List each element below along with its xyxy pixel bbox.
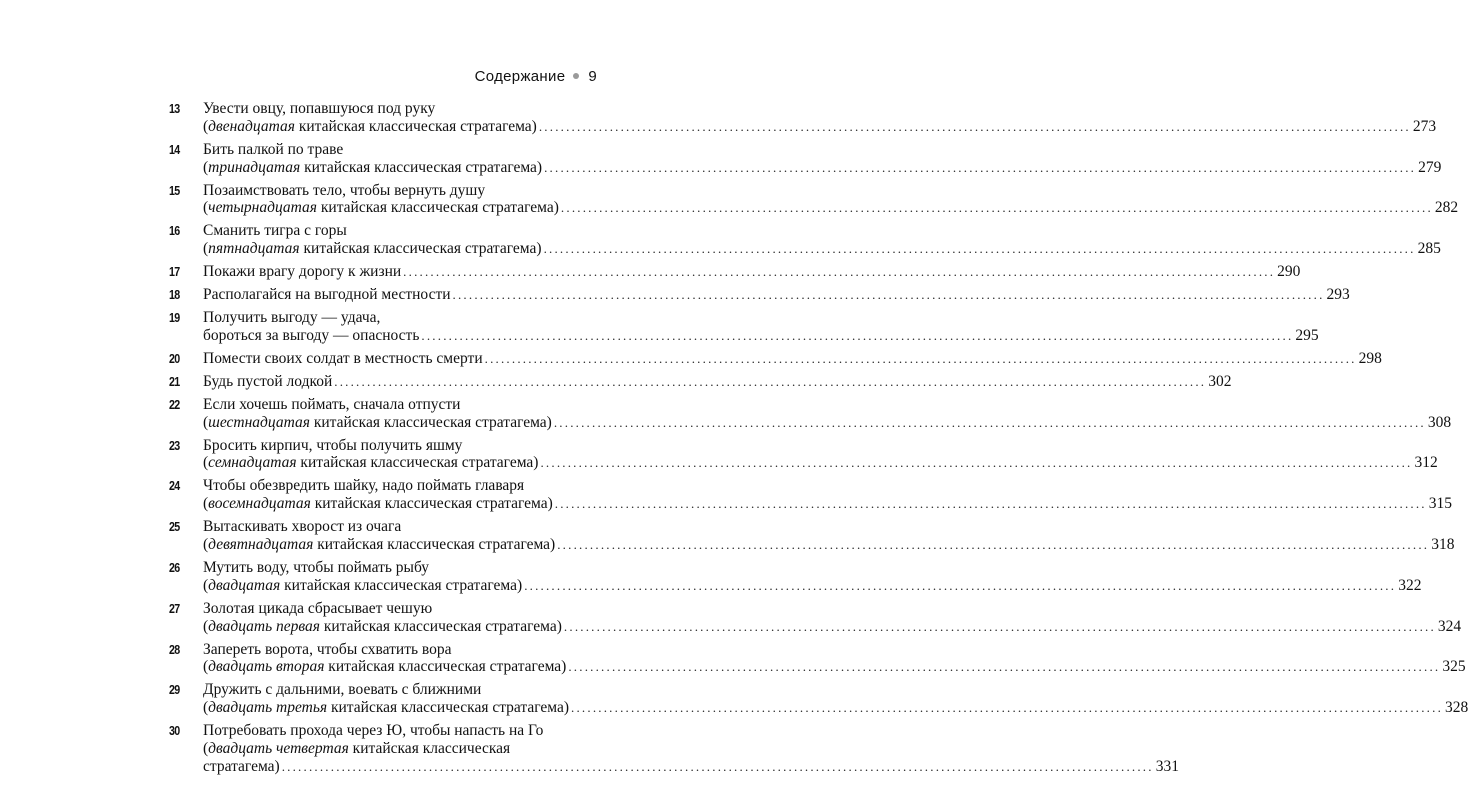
dot-leader: ................................................................................................................................................................ bbox=[571, 700, 1444, 716]
entry-line bbox=[203, 518, 599, 536]
chapter-number: 30 bbox=[169, 723, 180, 739]
stratagem-ordinal: двадцать первая bbox=[208, 617, 320, 635]
entry-line bbox=[203, 158, 1442, 177]
entry-page-number: 331 bbox=[1155, 757, 1179, 775]
stratagem-description: китайская классическая стратагема) bbox=[309, 413, 552, 431]
entry-line bbox=[203, 199, 1459, 217]
entry-line bbox=[203, 413, 1452, 432]
entry-body bbox=[203, 222, 1441, 258]
entry-title: (тринадцатая китайская классическая стратагема) bbox=[203, 158, 543, 176]
entry-body bbox=[203, 558, 1422, 595]
entry-title: Будь пустой лодкой bbox=[203, 372, 333, 390]
stratagem-description: китайская классическая стратагема) bbox=[313, 535, 556, 553]
chapter-number: 16 bbox=[169, 223, 180, 239]
entry-title: (двадцатая китайская классическая стратагема) bbox=[203, 576, 523, 594]
entry-line bbox=[203, 722, 599, 740]
entry-body bbox=[203, 140, 1442, 177]
stratagem-ordinal: двенадцатая bbox=[208, 117, 295, 135]
toc-entry[interactable] bbox=[169, 477, 1452, 513]
entry-title: Сманить тигра с горы bbox=[203, 222, 347, 240]
chapter-number: 26 bbox=[169, 559, 180, 575]
chapter-number: 15 bbox=[169, 182, 180, 198]
entry-body bbox=[203, 309, 1319, 345]
entry-page-number: 290 bbox=[1277, 263, 1301, 281]
stratagem-ordinal: четырнадцатая bbox=[208, 199, 317, 217]
entry-line bbox=[203, 559, 599, 577]
entry-body bbox=[203, 181, 1459, 218]
entry-body bbox=[203, 722, 1179, 775]
entry-line bbox=[203, 617, 1462, 636]
entry-line bbox=[203, 240, 1441, 258]
running-header bbox=[475, 66, 597, 86]
entry-title: (двадцать первая китайская классическая стратагема) bbox=[203, 617, 562, 635]
entry-title: Запереть ворота, чтобы схватить вора bbox=[203, 640, 452, 658]
dot-leader: ................................................................................................................................................................ bbox=[560, 200, 1433, 216]
entry-page-number: 322 bbox=[1398, 576, 1422, 594]
entry-body bbox=[203, 286, 1350, 304]
entry-page-number: 325 bbox=[1442, 658, 1466, 676]
entry-line bbox=[203, 454, 1438, 472]
entry-body bbox=[203, 436, 1438, 473]
entry-line bbox=[203, 641, 599, 659]
entry-page-number: 318 bbox=[1431, 535, 1455, 553]
dot-leader: ................................................................................................................................................................ bbox=[334, 373, 1207, 389]
entry-title: Бить палкой по траве bbox=[203, 140, 344, 158]
entry-title: бороться за выгоду — опасность bbox=[203, 326, 420, 344]
stratagem-description: китайская классическая стратагема) bbox=[310, 495, 553, 513]
toc-entry[interactable] bbox=[169, 286, 1350, 304]
entry-body bbox=[203, 349, 1382, 368]
entry-line bbox=[203, 396, 599, 414]
entry-body bbox=[203, 681, 1468, 717]
entry-title: Мутить воду, чтобы поймать рыбу bbox=[203, 558, 430, 576]
chapter-number: 24 bbox=[169, 478, 180, 494]
entry-title: Покажи врагу дорогу к жизни bbox=[203, 263, 402, 281]
dot-leader: ................................................................................................................................................................ bbox=[403, 264, 1276, 280]
dot-leader: ................................................................................................................................................................ bbox=[421, 327, 1294, 343]
stratagem-ordinal: пятнадцатая bbox=[208, 240, 300, 258]
entry-title: Дружить с дальними, воевать с ближними bbox=[203, 681, 482, 699]
stratagem-ordinal: тринадцатая bbox=[208, 158, 301, 176]
entry-title: (двадцать вторая китайская классическая стратагема) bbox=[203, 658, 567, 676]
dot-leader: ................................................................................................................................................................ bbox=[544, 159, 1417, 175]
chapter-number: 25 bbox=[169, 519, 180, 535]
entry-title: Позаимствовать тело, чтобы вернуть душу bbox=[203, 181, 486, 199]
entry-title: (шестнадцатая китайская классическая стратагема) bbox=[203, 413, 552, 431]
chapter-number: 13 bbox=[169, 101, 180, 116]
entry-body bbox=[203, 372, 1232, 391]
entry-line bbox=[203, 740, 599, 758]
toc-entry[interactable] bbox=[169, 436, 1438, 473]
entry-page-number: 312 bbox=[1414, 454, 1438, 472]
section-title: Содержание bbox=[474, 67, 566, 85]
chapter-number: 20 bbox=[169, 350, 180, 366]
chapter-number: 19 bbox=[169, 310, 180, 326]
stratagem-description: китайская классическая стратагема) bbox=[327, 699, 570, 717]
entry-line bbox=[203, 477, 599, 495]
entry-page-number: 293 bbox=[1326, 286, 1350, 304]
entry-line bbox=[203, 141, 599, 159]
entry-line bbox=[203, 576, 1422, 595]
entry-line bbox=[203, 757, 1179, 776]
entry-body bbox=[203, 263, 1301, 281]
entry-line bbox=[203, 535, 1455, 554]
dot-leader: ................................................................................................................................................................ bbox=[484, 350, 1357, 366]
toc-entry[interactable] bbox=[169, 395, 1452, 432]
entry-page-number: 308 bbox=[1427, 413, 1452, 431]
entry-title: стратагема) bbox=[203, 757, 280, 775]
entry-line bbox=[203, 600, 599, 618]
entry-page-number: 324 bbox=[1437, 617, 1462, 635]
entry-title: Если хочешь поймать, сначала отпусти bbox=[203, 395, 461, 413]
stratagem-description: китайская классическая стратагема) bbox=[294, 117, 537, 135]
entry-line bbox=[203, 495, 1452, 513]
stratagem-description: китайская классическая стратагема) bbox=[280, 576, 523, 594]
dot-leader: ................................................................................................................................................................ bbox=[538, 118, 1411, 134]
entry-title: (двадцать третья китайская классическая стратагема) bbox=[203, 699, 570, 717]
toc-entry[interactable] bbox=[169, 309, 1319, 345]
stratagem-description: китайская классическая стратагема) bbox=[299, 240, 542, 258]
toc-entry[interactable] bbox=[169, 518, 1455, 554]
entry-page-number: 279 bbox=[1418, 158, 1442, 176]
chapter-number: 21 bbox=[169, 373, 180, 389]
toc-entry[interactable] bbox=[169, 558, 1422, 595]
chapter-number: 29 bbox=[169, 682, 180, 698]
entry-body bbox=[203, 100, 1437, 136]
entry-title: (двадцать четвертая китайская классическая bbox=[203, 739, 511, 757]
entry-body bbox=[203, 477, 1452, 513]
stratagem-ordinal: девятнадцатая bbox=[208, 535, 314, 553]
dot-leader: ................................................................................................................................................................ bbox=[557, 536, 1430, 552]
stratagem-ordinal: двадцать вторая bbox=[208, 658, 325, 676]
entry-line bbox=[203, 681, 599, 699]
entry-line bbox=[203, 658, 1466, 676]
entry-line bbox=[203, 286, 1350, 304]
dot-leader: ................................................................................................................................................................ bbox=[543, 241, 1416, 257]
entry-line bbox=[203, 372, 1232, 391]
entry-body bbox=[203, 640, 1466, 677]
entry-title: Потребовать прохода через Ю, чтобы напасть на Го bbox=[203, 722, 544, 740]
chapter-number: 22 bbox=[169, 396, 180, 412]
toc-entry[interactable] bbox=[169, 681, 1468, 717]
entry-title: (четырнадцатая китайская классическая стратагема) bbox=[203, 199, 559, 217]
table-of-contents bbox=[169, 100, 1468, 781]
stratagem-ordinal: шестнадцатая bbox=[208, 413, 310, 431]
dot-leader: ................................................................................................................................................................ bbox=[553, 414, 1426, 430]
entry-page-number: 282 bbox=[1434, 199, 1459, 217]
stratagem-ordinal: двадцать третья bbox=[208, 699, 328, 717]
entry-title: Чтобы обезвредить шайку, надо поймать главаря bbox=[203, 477, 525, 495]
stratagem-description: китайская классическая стратагема) bbox=[317, 199, 559, 217]
entry-page-number: 273 bbox=[1412, 117, 1437, 135]
chapter-number: 17 bbox=[169, 264, 180, 280]
entry-body bbox=[203, 395, 1452, 432]
entry-line bbox=[203, 349, 1382, 368]
toc-entry[interactable] bbox=[169, 599, 1462, 636]
toc-entry[interactable] bbox=[169, 640, 1466, 677]
toc-entry[interactable] bbox=[169, 349, 1382, 368]
entry-line bbox=[203, 222, 599, 240]
entry-page-number: 328 bbox=[1445, 699, 1468, 717]
entry-page-number: 298 bbox=[1358, 349, 1382, 367]
entry-title: (восемнадцатая китайская классическая стратагема) bbox=[203, 495, 553, 513]
dot-leader: ................................................................................................................................................................ bbox=[568, 659, 1441, 675]
entry-title: (пятнадцатая китайская классическая стратагема) bbox=[203, 240, 542, 258]
toc-entry[interactable] bbox=[169, 100, 1437, 136]
bullet-separator bbox=[573, 73, 579, 79]
toc-entry[interactable] bbox=[169, 222, 1441, 258]
entry-line bbox=[203, 263, 1301, 281]
entry-line bbox=[203, 100, 599, 118]
stratagem-ordinal: восемнадцатая bbox=[208, 495, 311, 513]
entry-line bbox=[203, 437, 599, 455]
entry-line bbox=[203, 326, 1319, 345]
chapter-number: 27 bbox=[169, 600, 180, 616]
entry-title: Располагайся на выгодной местности bbox=[203, 286, 451, 304]
dot-leader: ................................................................................................................................................................ bbox=[524, 577, 1397, 593]
entry-page-number: 302 bbox=[1208, 372, 1232, 390]
dot-leader: ................................................................................................................................................................ bbox=[563, 618, 1436, 634]
entry-title: Бросить кирпич, чтобы получить яшму bbox=[203, 436, 463, 454]
entry-title: Золотая цикада сбрасывает чешую bbox=[203, 599, 433, 617]
stratagem-ordinal: двадцатая bbox=[208, 576, 281, 594]
dot-leader: ................................................................................................................................................................ bbox=[554, 496, 1427, 512]
entry-page-number: 315 bbox=[1428, 495, 1452, 513]
chapter-number: 28 bbox=[169, 641, 180, 657]
stratagem-ordinal: семнадцатая bbox=[208, 454, 297, 472]
entry-line bbox=[203, 182, 599, 200]
entry-title: Помести своих солдат в местность смерти bbox=[203, 349, 483, 367]
dot-leader: ................................................................................................................................................................ bbox=[452, 287, 1325, 303]
stratagem-ordinal: двадцать четвертая bbox=[208, 739, 349, 757]
entry-title: Вытаскивать хворост из очага bbox=[203, 518, 402, 536]
entry-page-number: 295 bbox=[1295, 326, 1319, 344]
entry-title: Увести овцу, попавшуюся под руку bbox=[203, 100, 436, 117]
stratagem-description: китайская классическая стратагема) bbox=[324, 658, 567, 676]
toc-entry[interactable] bbox=[169, 722, 1179, 775]
entry-title: Получить выгоду — удача, bbox=[203, 309, 381, 327]
stratagem-description: китайская классическая bbox=[348, 739, 511, 757]
toc-entry[interactable] bbox=[169, 372, 1232, 391]
entry-line bbox=[203, 309, 599, 327]
stratagem-description: китайская классическая стратагема) bbox=[296, 454, 539, 472]
toc-entry[interactable] bbox=[169, 181, 1459, 218]
toc-entry[interactable] bbox=[169, 263, 1301, 281]
entry-title: (девятнадцатая китайская классическая стратагема) bbox=[203, 535, 556, 553]
chapter-number: 18 bbox=[169, 287, 180, 303]
stratagem-description: китайская классическая стратагема) bbox=[300, 158, 543, 176]
entry-body bbox=[203, 599, 1462, 636]
entry-page-number: 285 bbox=[1417, 240, 1441, 258]
toc-entry[interactable] bbox=[169, 140, 1442, 177]
dot-leader: ................................................................................................................................................................ bbox=[281, 758, 1154, 774]
entry-title: (двенадцатая китайская классическая стратагема) bbox=[203, 117, 537, 135]
page-number: 9 bbox=[588, 67, 597, 85]
stratagem-description: китайская классическая стратагема) bbox=[320, 617, 562, 635]
chapter-number: 23 bbox=[169, 437, 180, 453]
entry-body bbox=[203, 518, 1455, 554]
dot-leader: ................................................................................................................................................................ bbox=[540, 455, 1413, 471]
entry-line bbox=[203, 117, 1437, 136]
entry-title: (семнадцатая китайская классическая стратагема) bbox=[203, 454, 539, 472]
entry-line bbox=[203, 699, 1468, 717]
chapter-number: 14 bbox=[169, 141, 180, 157]
